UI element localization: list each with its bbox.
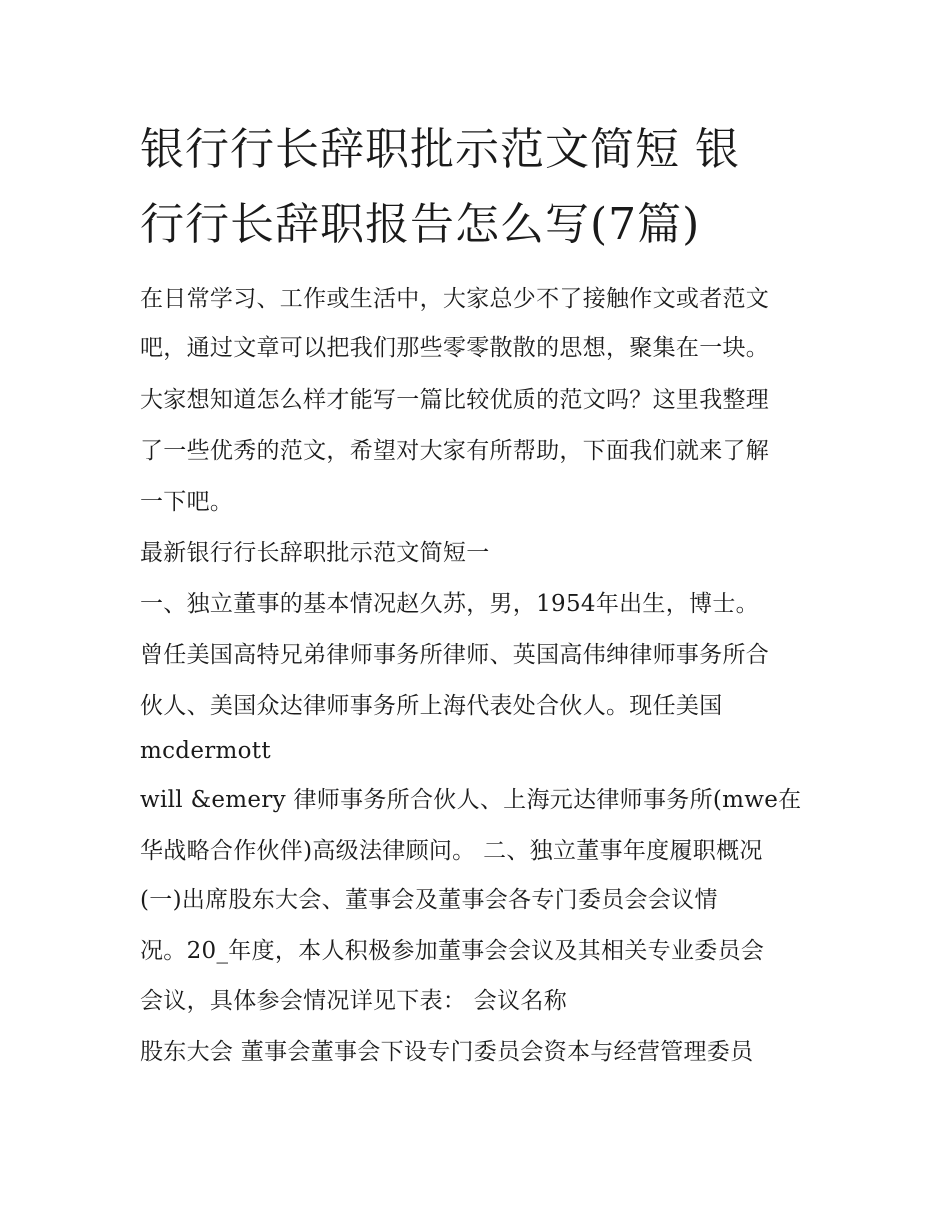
body-line-16: 股东大会 董事会董事会下设专门委员会资本与经营管理委员 <box>140 1039 754 1065</box>
body-line-11: will &emery 律师事务所合伙人、上海元达律师事务所(mwe在 <box>140 787 802 813</box>
body-line-4: 了一些优秀的范文，希望对大家有所帮助，下面我们就来了解 <box>140 438 770 464</box>
body-line-9: 伙人、美国众达律师事务所上海代表处合伙人。现任美国 <box>140 693 723 719</box>
body-line-7: 一、独立董事的基本情况赵久苏，男，1954年出生，博士。 <box>140 591 759 617</box>
body-line-14: 况。20_年度，本人积极参加董事会会议及其相关专业委员会 <box>140 938 765 964</box>
body-line-1: 在日常学习、工作或生活中，大家总少不了接触作文或者范文 <box>140 286 770 312</box>
body-line-13: (一)出席股东大会、董事会及董事会各专门委员会会议情 <box>140 887 718 913</box>
body-line-5: 一下吧。 <box>140 489 234 515</box>
body-line-2: 吧，通过文章可以把我们那些零零散散的思想，聚集在一块。 <box>140 335 770 361</box>
body-line-15: 会议，具体参会情况详见下表： 会议名称 <box>140 988 568 1014</box>
section-heading: 最新银行行长辞职批示范文简短一 <box>140 540 490 566</box>
body-line-8: 曾任美国高特兄弟律师事务所律师、英国高伟绅律师事务所合 <box>140 642 770 668</box>
title-line-1: 银行行长辞职批示范文简短 银 <box>140 124 740 175</box>
document-title <box>140 112 820 262</box>
body-line-10: mcdermott <box>140 738 271 764</box>
body-line-12: 华战略合作伙伴)高级法律顾问。 二、独立董事年度履职概况 <box>140 838 763 864</box>
body-line-3: 大家想知道怎么样才能写一篇比较优质的范文吗？这里我整理 <box>140 387 770 413</box>
title-line-2: 行行长辞职报告怎么写(7篇) <box>140 199 701 250</box>
